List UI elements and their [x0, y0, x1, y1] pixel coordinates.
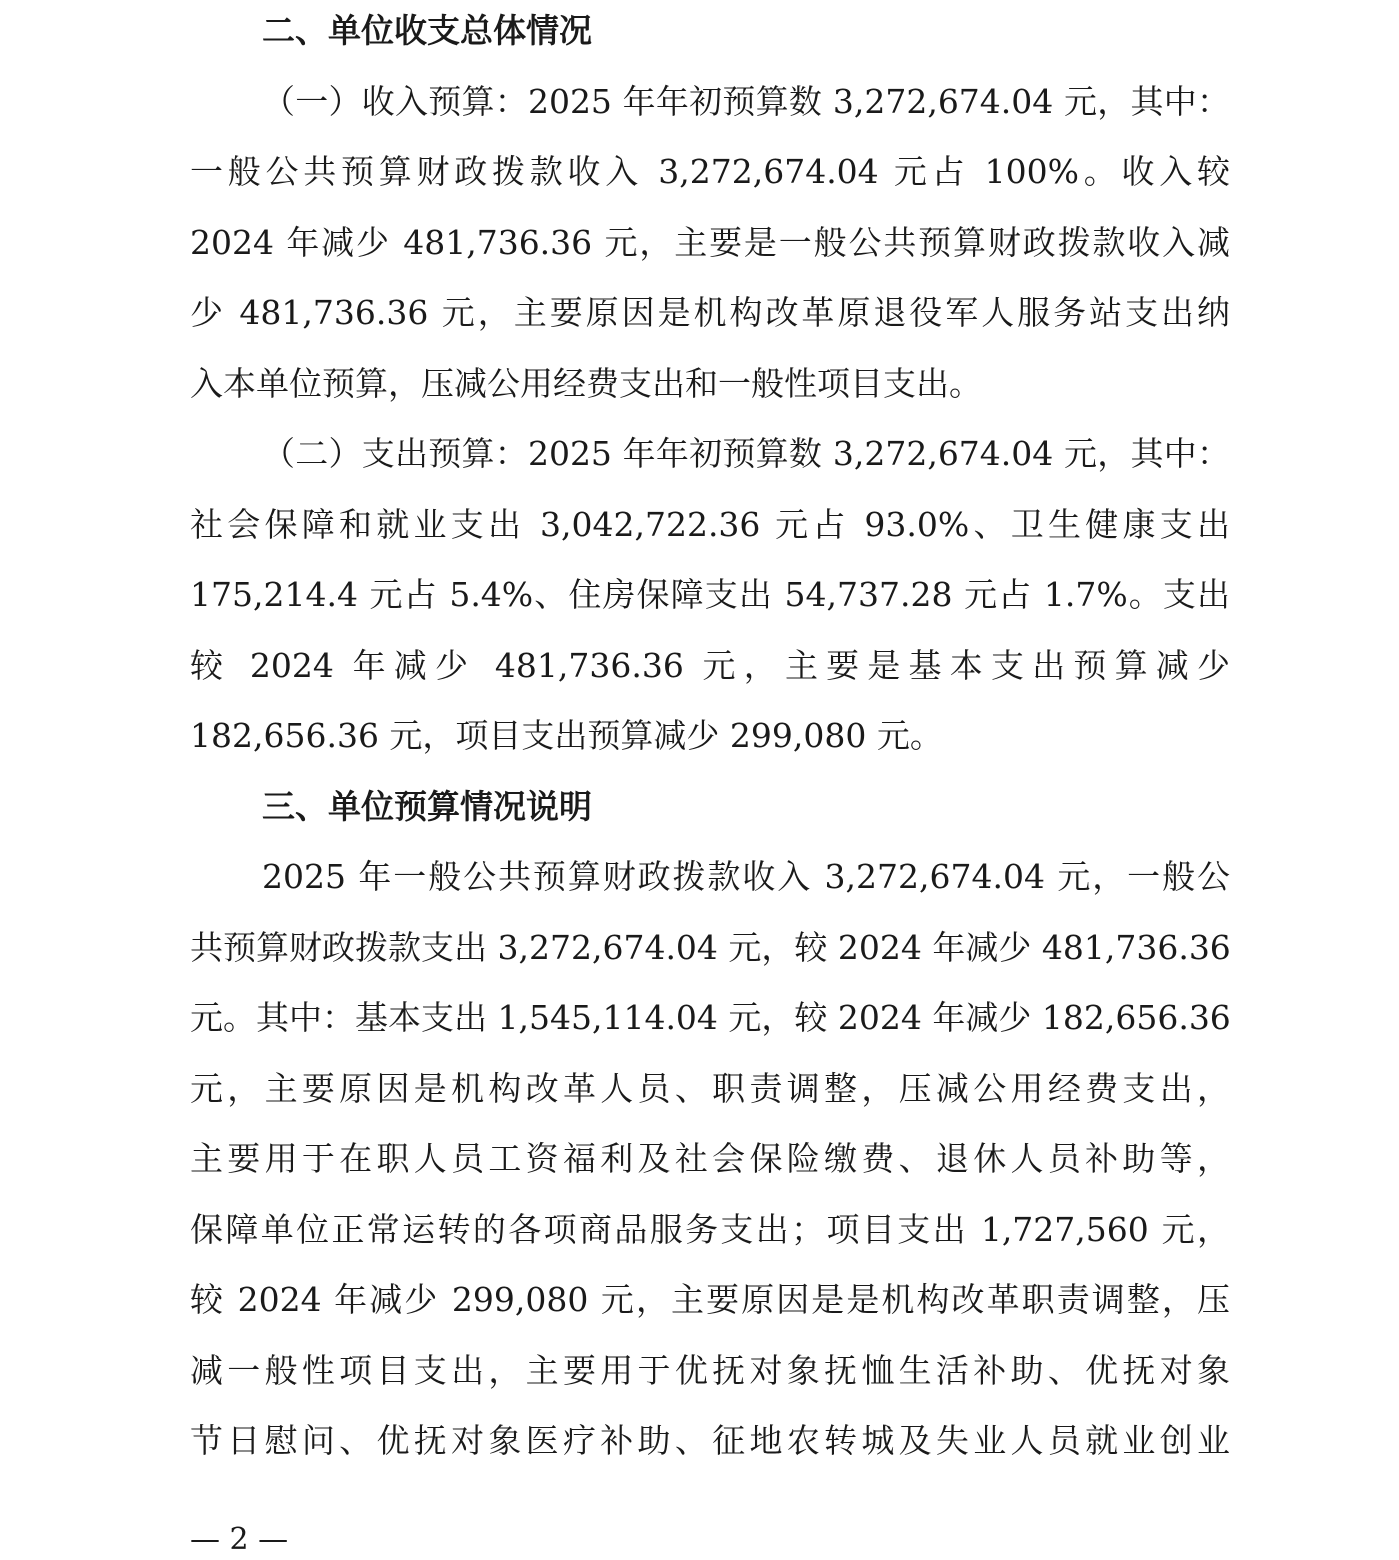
paragraph-line: 175,214.4 元占 5.4%、住房保障支出 54,737.28 元占 1.7%。支出: [190, 575, 1230, 614]
paragraph-line: 保障单位正常运转的各项商品服务支出；项目支出 1,727,560 元，: [190, 1209, 1230, 1249]
page-number: — 2 —: [190, 1522, 289, 1557]
paragraph-line: 少 481,736.36 元，主要原因是机构改革原退役军人服务站支出纳: [190, 293, 1230, 332]
paragraph-line: 减一般性项目支出，主要用于优抚对象抚恤生活补助、优抚对象: [190, 1350, 1230, 1390]
paragraph-line: 节日慰问、优抚对象医疗补助、征地农转城及失业人员就业创业: [190, 1421, 1230, 1460]
paragraph-line: （一）收入预算：2025 年年初预算数 3,272,674.04 元，其中：: [262, 81, 1230, 121]
income-budget-paragraph: [190, 67, 1230, 420]
paragraph-line: 社会保障和就业支出 3,042,722.36 元占 93.0%、卫生健康支出: [190, 504, 1230, 544]
paragraph-line: 入本单位预算，压减公用经费支出和一般性项目支出。: [190, 363, 982, 403]
paragraph-line: 较 2024 年减少 481,736.36 元，主要是基本支出预算减少: [190, 645, 1230, 685]
section-heading-overall-budget: 二、单位收支总体情况: [262, 11, 592, 50]
budget-explanation-paragraph: [190, 842, 1230, 1477]
paragraph-line: 2025 年一般公共预算财政拨款收入 3,272,674.04 元，一般公: [262, 857, 1230, 896]
paragraph-line: 主要用于在职人员工资福利及社会保险缴费、退休人员补助等，: [190, 1139, 1230, 1178]
paragraph-line: 元，主要原因是机构改革人员、职责调整，压减公用经费支出，: [190, 1068, 1230, 1108]
paragraph-line: （二）支出预算：2025 年年初预算数 3,272,674.04 元，其中：: [262, 434, 1230, 473]
paragraph-line: 较 2024 年减少 299,080 元，主要原因是是机构改革职责调整，压: [190, 1280, 1230, 1319]
paragraph-line: 元。其中：基本支出 1,545,114.04 元，较 2024 年减少 182,656.36: [190, 998, 1231, 1037]
paragraph-line: 182,656.36 元，项目支出预算减少 299,080 元。: [190, 716, 943, 755]
document-body: [190, 0, 1230, 1477]
paragraph-line: 共预算财政拨款支出 3,272,674.04 元，较 2024 年减少 481,736.36: [190, 927, 1231, 967]
paragraph-line: 2024 年减少 481,736.36 元，主要是一般公共预算财政拨款收入减: [190, 222, 1230, 262]
paragraph-line: 一般公共预算财政拨款收入 3,272,674.04 元占 100%。收入较: [190, 152, 1230, 191]
expenditure-budget-paragraph: [190, 419, 1230, 772]
section-heading-budget-explanation: 三、单位预算情况说明: [262, 786, 592, 826]
